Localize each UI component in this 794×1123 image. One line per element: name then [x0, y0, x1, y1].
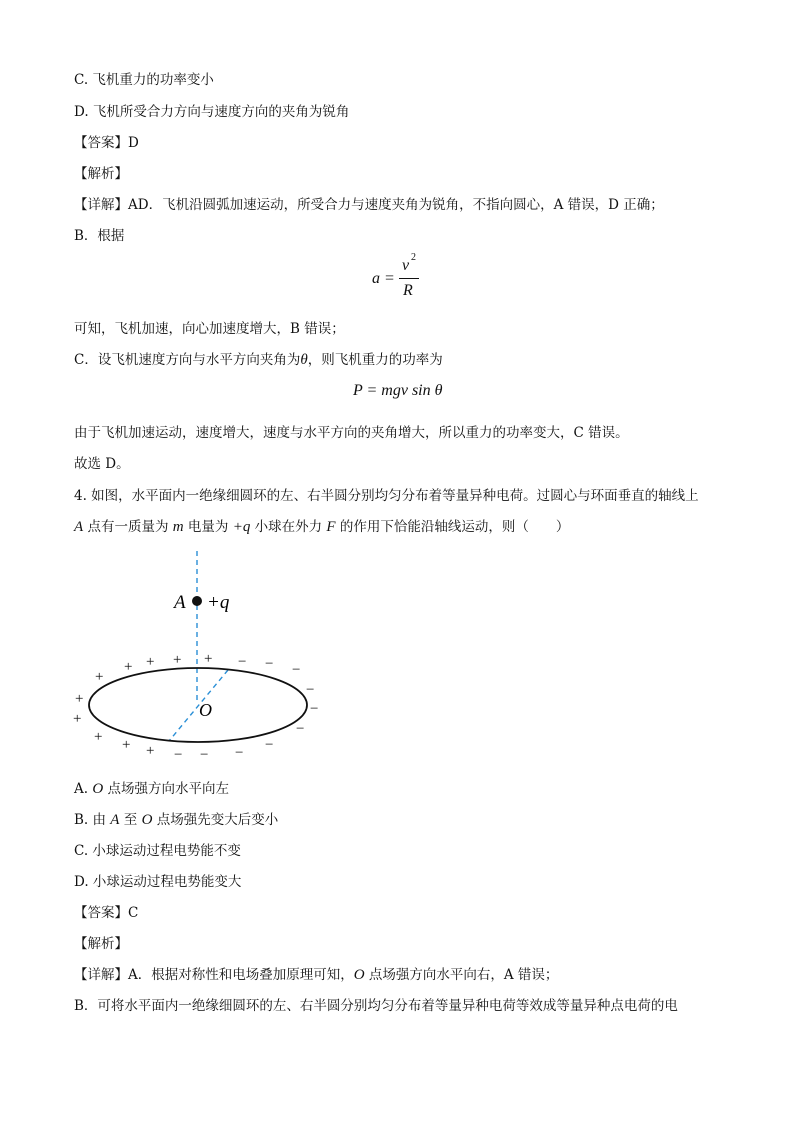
svg-text:+: + [122, 737, 131, 753]
svg-text:−: − [292, 662, 301, 678]
formula-a-denominator: R [403, 282, 413, 299]
svg-text:+: + [204, 651, 213, 667]
svg-text:+: + [73, 711, 82, 727]
fraction-bar [399, 278, 419, 279]
q3-c-intro: C．设飞机速度方向与水平方向夹角为θ，则飞机重力的功率为 [74, 352, 443, 368]
svg-text:−: − [310, 701, 319, 717]
q4-stem-line1: 4. 如图，水平面内一绝缘细圆环的左、右半圆分别均匀分布着等量异种电荷。过圆心与环面垂直的轴线上 [74, 488, 699, 504]
svg-text:−: − [265, 737, 274, 753]
q4-answer: 【答案】C [74, 905, 139, 921]
q3-option-d: D. 飞机所受合力方向与速度方向的夹角为锐角 [74, 104, 350, 120]
svg-text:+: + [95, 669, 104, 685]
formula-a-numerator: v [402, 257, 410, 274]
q4-option-a: A. O 点场强方向水平向左 [74, 781, 229, 797]
q3-detail-ad: 【详解】AD．飞机沿圆弧加速运动，所受合力与速度夹角为锐角，不指向圆心，A 错误，D 正确； [74, 197, 664, 213]
svg-text:−: − [174, 747, 183, 763]
q3-answer: 【答案】D [74, 135, 139, 151]
q3-c-conclusion: 由于飞机加速运动，速度增大，速度与水平方向的夹角增大，所以重力的功率变大，C 错误。 [74, 425, 629, 441]
q4-detail-b: B．可将水平面内一绝缘细圆环的左、右半圆分别均匀分布着等量异种电荷等效成等量异种点电荷的电 [74, 998, 678, 1014]
svg-text:−: − [296, 721, 305, 737]
charge-ball [192, 596, 202, 606]
ring [89, 668, 307, 742]
q3-b-intro: B．根据 [74, 228, 125, 244]
label-A: A [174, 592, 186, 613]
formula-a-lhs: a = [372, 270, 395, 287]
svg-text:−: − [306, 682, 315, 698]
q3-b-conclusion: 可知，飞机加速，向心加速度增大，B 错误； [74, 321, 345, 337]
svg-text:+: + [124, 659, 133, 675]
minus-charges [174, 654, 318, 763]
formula-a-exponent: 2 [411, 252, 416, 263]
svg-text:+: + [146, 743, 155, 759]
svg-text:−: − [235, 745, 244, 761]
q4-option-d: D. 小球运动过程电势能变大 [74, 874, 242, 890]
q3-analysis-heading: 【解析】 [74, 166, 128, 182]
svg-text:−: − [200, 747, 209, 763]
svg-text:+: + [173, 652, 182, 668]
svg-text:−: − [265, 656, 274, 672]
formula-centripetal [372, 252, 432, 304]
svg-text:+: + [94, 729, 103, 745]
q4-option-c: C. 小球运动过程电势能不变 [74, 843, 241, 859]
q4-detail-a: 【详解】A．根据对称性和电场叠加原理可知，O 点场强方向水平向右，A 错误； [74, 967, 559, 983]
svg-text:+: + [75, 691, 84, 707]
charged-ring-figure [60, 545, 350, 765]
svg-text:+: + [146, 654, 155, 670]
q4-analysis-heading: 【解析】 [74, 936, 128, 952]
q3-option-c: C. 飞机重力的功率变小 [74, 72, 214, 88]
formula-power: P = mgv sin θ [353, 382, 443, 399]
q4-stem-line2: A 点有一质量为 m 电量为 +q 小球在外力 F 的作用下恰能沿轴线运动，则（ ） [74, 519, 570, 535]
label-O: O [199, 700, 212, 720]
svg-text:−: − [238, 654, 247, 670]
label-q: +q [207, 592, 230, 613]
q3-choice: 故选 D。 [74, 456, 130, 472]
q4-option-b: B. 由 A 至 O 点场强先变大后变小 [74, 812, 279, 828]
